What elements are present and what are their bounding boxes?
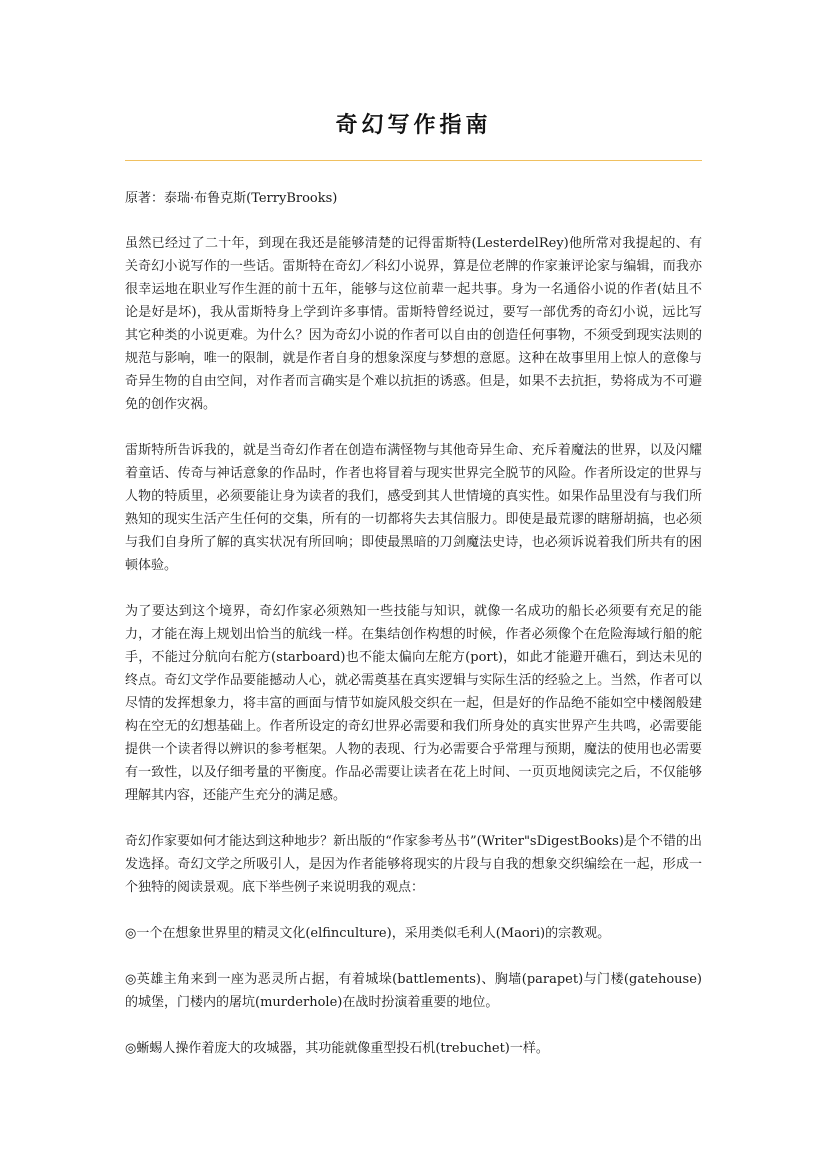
paragraph: 为了要达到这个境界，奇幻作家必须熟知一些技能与知识，就像一名成功的船长必须要有充足的能力，才能在海上规划出恰当的航线一样。在集结创作构想的时候，作者必须像个在危险海域行船的舵手，不能过分航向右舵方(starboard)也不能太偏向左舵方(port)，如此才能避开礁石，到达未见的终点。奇幻文学作品要能撼动人心，就必需奠基在真实逻辑与实际生活的经验之上。当然，作者可以尽情的发挥想象力，将丰富的画面与情节如旋风般交织在一起，但是好的作品绝不能如空中楼阁般建构在空无的幻想基础上。作者所设定的奇幻世界必需要和我们所身处的真实世界产生共鸣，必需要能提供一个读者得以辨识的参考框架。人物的表现、行为必需要合乎常理与预期，魔法的使用也必需要有一致性，以及仔细考量的平衡度。作品必需要让读者在花上时间、一页页地阅读完之后，不仅能够理解其内容，还能产生充分的满足感。 — [125, 604, 702, 803]
title-divider — [125, 160, 702, 161]
list-item: ◎蜥蜴人操作着庞大的攻城器，其功能就像重型投石机(trebuchet)一样。 — [125, 1041, 549, 1056]
paragraph: 虽然已经过了二十年，到现在我还是能够清楚的记得雷斯特(LesterdelRey)他所常对我提起的、有关奇幻小说写作的一些话。雷斯特在奇幻／科幻小说界，算是位老牌的作家兼评论家与编辑，而我亦很幸运地在职业写作生涯的前十五年，能够与这位前辈一起共事。身为一名通俗小说的作者(姑且不论是好是坏)，我从雷斯特身上学到许多事情。雷斯特曾经说过，要写一部优秀的奇幻小说，远比写其它种类的小说更难。为什么？因为奇幻小说的作者可以自由的创造任何事物，不须受到现实法则的规范与影响，唯一的限制，就是作者自身的想象深度与梦想的意愿。这种在故事里用上惊人的意像与奇异生物的自由空间，对作者而言确实是个难以抗拒的诱惑。但是，如果不去抗拒，势将成为不可避免的创作灾祸。 — [125, 236, 702, 412]
paragraph: 奇幻作家要如何才能达到这种地步？新出版的“作家参考丛书”(Writer"sDigestBooks)是个不错的出发选择。奇幻文学之所吸引人，是因为作者能够将现实的片段与自我的想象交织编绘在一起，形成一个独特的阅读景观。底下举些例子来说明我的观点： — [125, 834, 702, 895]
list-item: ◎英雄主角来到一座为恶灵所占据，有着城垛(battlements)、胸墙(parapet)与门楼(gatehouse)的城堡，门楼内的屠坑(murderhole)在战时扮演着重要的地位。 — [125, 972, 702, 1010]
author-line: 原著：泰瑞·布鲁克斯(TerryBrooks) — [125, 191, 338, 206]
document-body — [125, 187, 702, 1083]
list-item: ◎一个在想象世界里的精灵文化(elfinculture)，采用类似毛利人(Maori)的宗教观。 — [125, 926, 611, 941]
paragraph: 雷斯特所告诉我的，就是当奇幻作者在创造布满怪物与其他奇异生命、充斥着魔法的世界，以及闪耀着童话、传奇与神话意象的作品时，作者也将冒着与现实世界完全脱节的风险。作者所设定的世界与人物的特质里，必须要能让身为读者的我们，感受到其人世情境的真实性。如果作品里没有与我们所熟知的现实生活产生任何的交集，所有的一切都将失去其信服力。即使是最荒谬的瞎掰胡搞，也必须与我们自身所了解的真实状况有所回响；即使最黑暗的刀剑魔法史诗，也必须诉说着我们所共有的困顿体验。 — [125, 443, 702, 573]
page-title: 奇幻写作指南 — [335, 113, 492, 138]
